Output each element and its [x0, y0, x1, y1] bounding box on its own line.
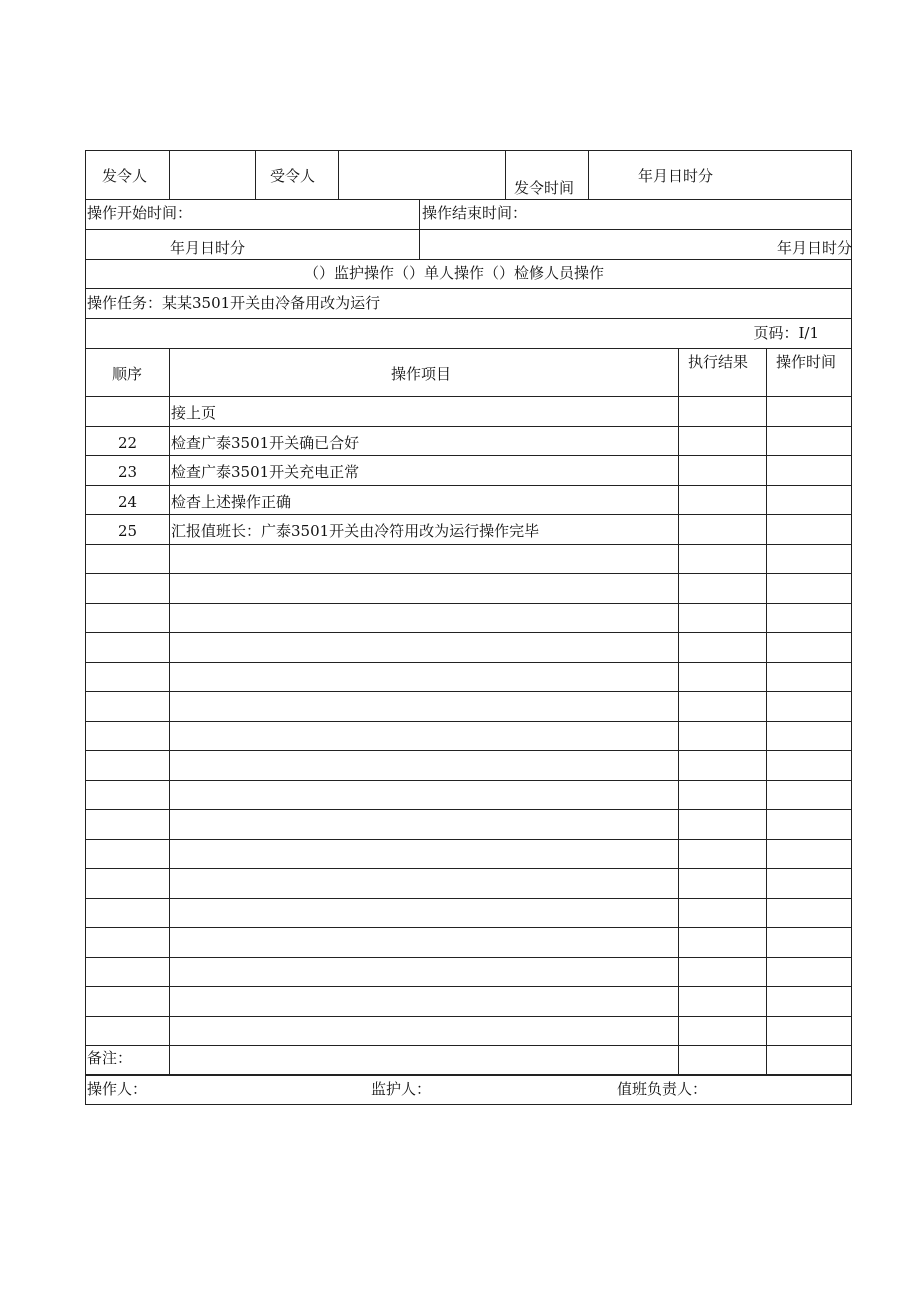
shift-lead-label: 值班负责人： — [617, 1080, 708, 1098]
step-no-cell[interactable] — [86, 781, 169, 810]
step-time-cell[interactable] — [766, 633, 852, 662]
end-time-label: 操作结束时间： — [422, 204, 528, 222]
step-time-cell[interactable] — [766, 663, 852, 692]
step-no-cell[interactable] — [86, 456, 169, 485]
step-item-cell[interactable] — [169, 840, 678, 869]
step-item-cell[interactable] — [169, 722, 678, 751]
issuer-field[interactable] — [169, 151, 255, 199]
step-no-cell[interactable] — [86, 928, 169, 957]
step-item-cell[interactable] — [169, 751, 678, 780]
step-item-cell[interactable] — [169, 515, 678, 544]
step-time-cell[interactable] — [766, 840, 852, 869]
step-time-cell[interactable] — [766, 722, 852, 751]
operation-task-row — [85, 288, 852, 319]
table-body — [85, 397, 852, 1076]
table-row — [85, 604, 852, 634]
step-result-cell[interactable] — [678, 781, 766, 810]
table-row — [85, 663, 852, 693]
table-row — [85, 574, 852, 604]
step-no-cell[interactable] — [86, 574, 169, 603]
step-result-cell[interactable] — [678, 958, 766, 987]
operator-label: 操作人： — [87, 1080, 148, 1098]
table-row — [85, 427, 852, 457]
step-result-cell[interactable] — [678, 928, 766, 957]
step-item: 检查广泰3501开关确已合好 — [171, 433, 360, 452]
step-no: 22 — [117, 433, 138, 452]
step-item-cell[interactable] — [169, 486, 678, 515]
step-item-cell[interactable] — [169, 663, 678, 692]
column-header-no: 顺序 — [112, 365, 143, 383]
step-time-cell[interactable] — [766, 751, 852, 780]
column-header-time: 操作时间 — [776, 353, 837, 371]
issue-time-field[interactable] — [588, 151, 852, 199]
step-time-cell[interactable] — [766, 781, 852, 810]
step-no-cell[interactable] — [86, 545, 169, 574]
table-row — [85, 958, 852, 988]
step-result-cell[interactable] — [678, 751, 766, 780]
step-no-cell[interactable] — [86, 604, 169, 633]
step-time-cell[interactable] — [766, 810, 852, 839]
step-item-cell[interactable] — [169, 810, 678, 839]
step-no: 23 — [117, 463, 138, 481]
table-row — [85, 840, 852, 870]
step-item-cell[interactable] — [169, 928, 678, 957]
table-row — [85, 722, 852, 752]
table-row — [85, 987, 852, 1017]
step-item-cell[interactable] — [169, 604, 678, 633]
step-time-cell[interactable] — [766, 397, 852, 426]
step-item-cell[interactable] — [169, 545, 678, 574]
step-time-cell[interactable] — [766, 692, 852, 721]
step-item-cell[interactable] — [169, 899, 678, 928]
receiver-label: 受令人 — [270, 167, 316, 185]
issue-time-value: 年月日时分 — [638, 167, 714, 185]
step-result-cell[interactable] — [678, 663, 766, 692]
step-no-cell[interactable] — [86, 515, 169, 544]
step-result-cell[interactable] — [678, 604, 766, 633]
signature-row — [85, 1074, 852, 1105]
step-result-cell[interactable] — [678, 692, 766, 721]
step-no-cell[interactable] — [86, 397, 169, 426]
remarks-label: 备注： — [87, 1049, 133, 1067]
step-result-cell[interactable] — [678, 427, 766, 456]
operation-mode-row[interactable] — [85, 259, 852, 289]
table-row — [85, 633, 852, 663]
step-no-cell[interactable] — [86, 840, 169, 869]
table-row — [85, 1017, 852, 1047]
receiver-label-cell — [255, 151, 338, 199]
operation-task: 操作任务：某某3501开关由冷备用改为运行 — [87, 294, 381, 312]
operation-mode-options: （）监护操作（）单人操作（）检修人员操作 — [304, 264, 605, 282]
time-values-row — [85, 229, 852, 260]
step-no-cell[interactable] — [86, 633, 169, 662]
table-row — [85, 515, 852, 545]
table-row — [85, 899, 852, 929]
start-time-value: 年月日时分 — [170, 239, 246, 257]
header-row — [85, 150, 852, 200]
table-header — [85, 348, 852, 397]
step-result-cell[interactable] — [678, 722, 766, 751]
step-no-cell[interactable] — [86, 987, 169, 1016]
step-item-cell[interactable] — [169, 869, 678, 898]
step-item-cell[interactable] — [169, 692, 678, 721]
step-result-cell[interactable] — [678, 574, 766, 603]
step-item-cell[interactable] — [169, 427, 678, 456]
step-time-cell[interactable] — [766, 427, 852, 456]
end-time-field[interactable] — [419, 230, 852, 259]
step-result-cell[interactable] — [678, 456, 766, 485]
step-result-cell[interactable] — [678, 869, 766, 898]
step-time-cell[interactable] — [766, 928, 852, 957]
step-result-cell[interactable] — [678, 545, 766, 574]
page-code-row — [85, 318, 852, 349]
receiver-field[interactable] — [338, 151, 505, 199]
step-time-cell[interactable] — [766, 899, 852, 928]
step-time-cell[interactable] — [766, 486, 852, 515]
step-result-cell[interactable] — [678, 633, 766, 662]
step-time-cell[interactable] — [766, 604, 852, 633]
step-item-cell[interactable] — [169, 456, 678, 485]
step-no-cell[interactable] — [86, 722, 169, 751]
step-time-cell[interactable] — [766, 1017, 852, 1046]
start-time-field[interactable] — [86, 230, 419, 259]
step-item: 检查广泰3501开关充电正常 — [171, 463, 360, 481]
step-item-cell[interactable] — [169, 633, 678, 662]
step-item-cell[interactable] — [169, 958, 678, 987]
step-no-cell[interactable] — [86, 869, 169, 898]
page-code: 页码：I/1 — [753, 324, 819, 342]
step-item-cell[interactable] — [169, 1017, 678, 1046]
table-row — [85, 781, 852, 811]
step-result-cell[interactable] — [678, 515, 766, 544]
step-time-cell[interactable] — [766, 869, 852, 898]
start-time-label: 操作开始时间： — [87, 204, 193, 222]
step-no-cell[interactable] — [86, 692, 169, 721]
issue-time-label: 发令时间 — [514, 179, 575, 197]
step-time-cell[interactable] — [766, 987, 852, 1016]
step-no-cell[interactable] — [86, 486, 169, 515]
column-header-result: 执行结果 — [688, 353, 749, 371]
step-no-cell[interactable] — [86, 810, 169, 839]
step-time-cell[interactable] — [766, 545, 852, 574]
step-time-cell[interactable] — [766, 456, 852, 485]
step-no-cell[interactable] — [86, 899, 169, 928]
step-item: 检杳上述操作正确 — [171, 492, 292, 511]
step-no-cell[interactable] — [86, 1017, 169, 1046]
step-no-cell[interactable] — [86, 958, 169, 987]
step-time-cell[interactable] — [766, 515, 852, 544]
supervisor-label: 监护人： — [371, 1080, 432, 1098]
table-row — [85, 456, 852, 486]
step-item-cell[interactable] — [169, 781, 678, 810]
step-result-cell[interactable] — [678, 987, 766, 1016]
remarks-row[interactable] — [85, 1045, 852, 1075]
step-result-cell[interactable] — [678, 1017, 766, 1046]
step-no: 24 — [117, 492, 138, 511]
step-item: 接上页 — [171, 404, 217, 422]
step-no-cell[interactable] — [86, 663, 169, 692]
issuer-label: 发令人 — [102, 167, 148, 185]
operation-steps-table — [85, 348, 852, 1076]
step-result-cell[interactable] — [678, 397, 766, 426]
table-row — [85, 869, 852, 899]
step-no-cell[interactable] — [86, 427, 169, 456]
step-item-cell[interactable] — [169, 397, 678, 426]
step-no-cell[interactable] — [86, 751, 169, 780]
step-item: 汇报值班长：广泰3501开关由冷符用改为运行操作完毕 — [171, 522, 540, 540]
issue-time-label-cell — [505, 151, 588, 199]
table-row — [85, 397, 852, 427]
end-time-label-cell — [419, 199, 852, 229]
step-no: 25 — [117, 522, 138, 540]
table-row — [85, 692, 852, 722]
table-row — [85, 810, 852, 840]
step-item-cell[interactable] — [169, 987, 678, 1016]
step-result-cell[interactable] — [678, 899, 766, 928]
step-time-cell[interactable] — [766, 574, 852, 603]
table-row — [85, 545, 852, 575]
table-row — [85, 751, 852, 781]
step-result-cell[interactable] — [678, 486, 766, 515]
step-result-cell[interactable] — [678, 840, 766, 869]
step-item-cell[interactable] — [169, 574, 678, 603]
step-time-cell[interactable] — [766, 958, 852, 987]
time-labels-row — [85, 199, 852, 230]
column-header-item: 操作项目 — [391, 365, 452, 383]
table-row — [85, 928, 852, 958]
table-row — [85, 486, 852, 516]
end-time-value: 年月日时分 — [776, 239, 852, 257]
step-result-cell[interactable] — [678, 810, 766, 839]
